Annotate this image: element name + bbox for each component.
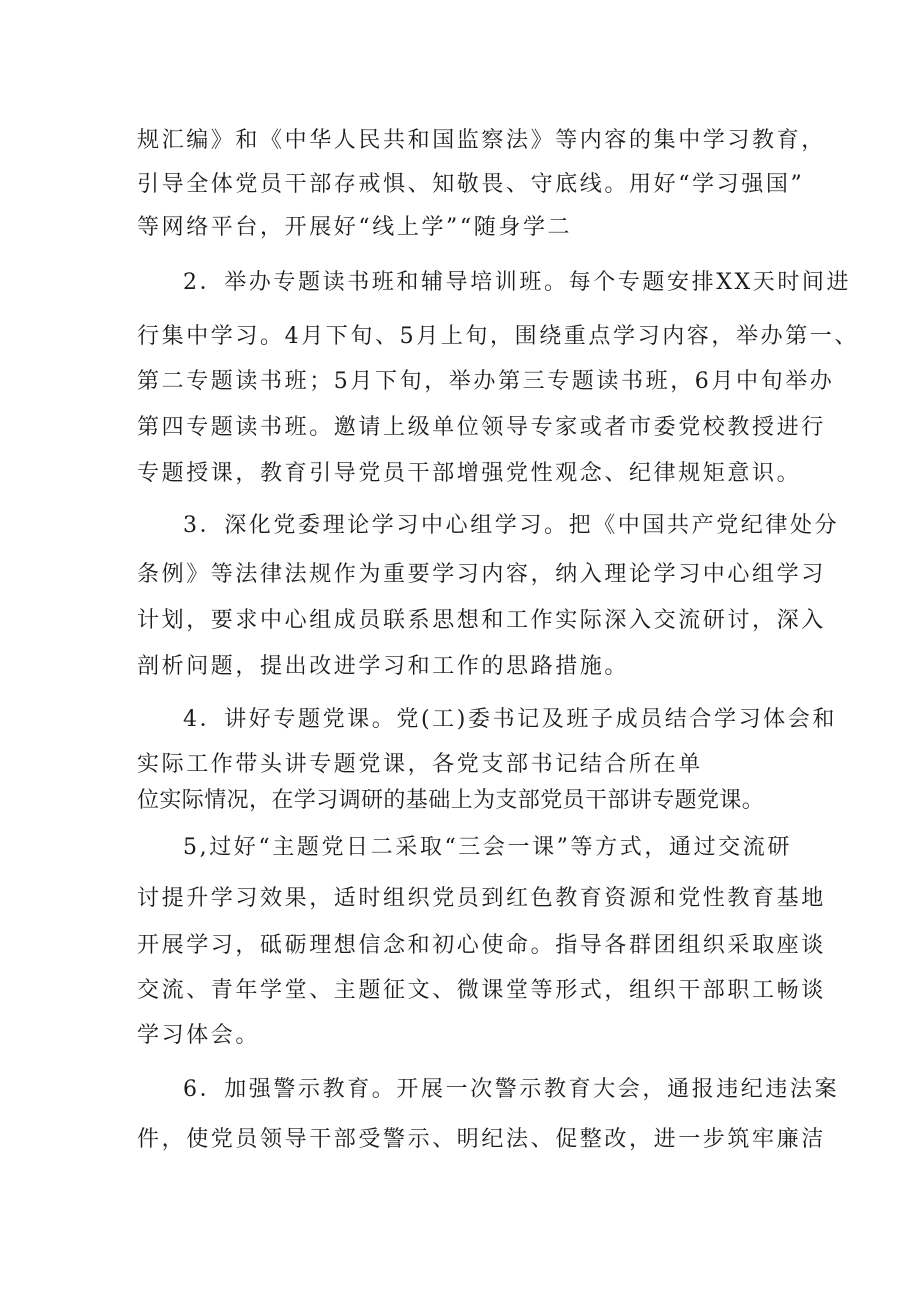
text-line: 规汇编》和《中华人民共和国监察法》等内容的集中学习教育， <box>137 128 826 153</box>
text-line: 条例》等法律法规作为重要学习内容，纳入理论学习中心组学习 <box>137 562 826 587</box>
paragraph-3-first-line: 3．深化党委理论学习中心组学习。把《中国共产党纪律处分 <box>183 513 840 538</box>
text-line: 开展学习，砥砺理想信念和初心使命。指导各群团组织采取座谈 <box>137 933 826 958</box>
text-line: 等网络平台，开展好“线上学”“随身学二 <box>137 215 573 240</box>
text-line: 专题授课，教育引导党员干部增强党性观念、纪律规矩意识。 <box>137 461 802 486</box>
text-line: 讨提升学习效果，适时组织党员到红色教育资源和党性教育基地 <box>137 886 826 911</box>
text-line: 学习体会。 <box>137 1023 261 1048</box>
text-line: 第二专题读书班；5月下旬，举办第三专题读书班，6月中旬举办 <box>137 369 835 394</box>
paragraph-4-first-line: 4．讲好专题党课。党(工)委书记及班子成员结合学习体会和 <box>183 707 837 732</box>
text-line: 交流、青年学堂、主题征文、微课堂等形式，组织干部职工畅谈 <box>137 978 826 1003</box>
text-line: 件，使党员领导干部受警示、明纪法、促整改，进一步筑牢廉洁 <box>137 1127 826 1152</box>
text-line: 引导全体党员干部存戒惧、知敬畏、守底线。用好“学习强国” <box>137 172 805 197</box>
text-line: 位实际情况，在学习调研的基础上为支部党员干部讲专题党课。 <box>137 788 765 813</box>
text-line: 第四专题读书班。邀请上级单位领导专家或者市委党校教授进行 <box>137 415 826 440</box>
text-line: 剖析问题，提出改进学习和工作的思路措施。 <box>137 654 630 679</box>
text-line: 实际工作带头讲专题党课，各党支部书记结合所在单 <box>137 752 703 777</box>
text-line: 计划，要求中心组成员联系思想和工作实际深入交流研讨，深入 <box>137 608 826 633</box>
paragraph-6-first-line: 6．加强警示教育。开展一次警示教育大会，通报违纪违法案 <box>183 1077 840 1102</box>
paragraph-2-first-line: 2．举办专题读书班和辅导培训班。每个专题安排XX天时间进 <box>183 270 852 295</box>
text-line: 行集中学习。4月下旬、5月上旬，围绕重点学习内容，举办第一、 <box>137 324 859 349</box>
paragraph-5-first-line: 5,过好“主题党日二采取“三会一课”等方式，通过交流研 <box>183 835 792 860</box>
